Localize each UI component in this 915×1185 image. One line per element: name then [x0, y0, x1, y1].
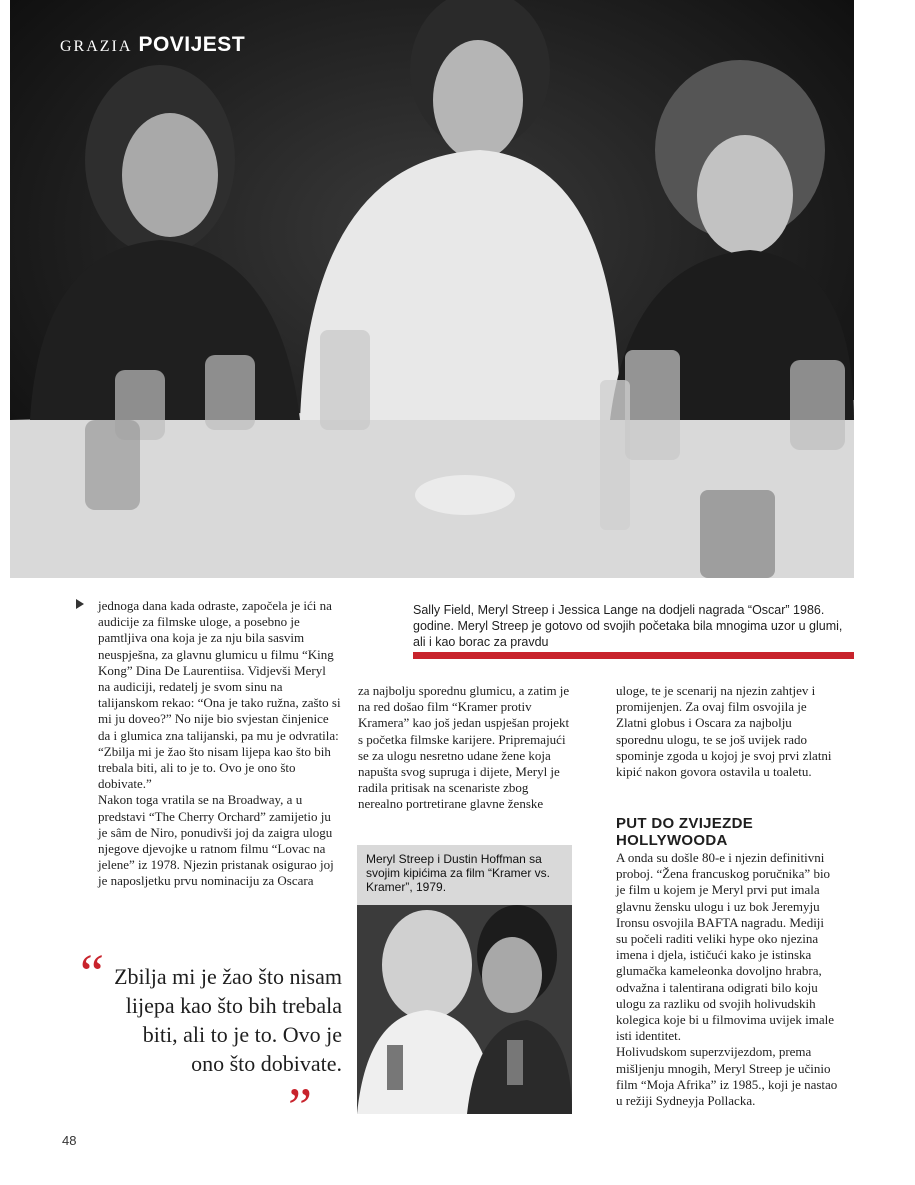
open-quote-mark: “: [80, 943, 104, 1003]
article-column-3: [616, 683, 838, 780]
paragraph: Holivudskom superzvijezdom, prema mišljenju mnogih, Meryl Streep je učinio film “Moja Afrika” iz 1985., koji je nastao u režiji Sydneyja Pollacka.: [616, 1044, 838, 1109]
brand-logo: GRAZIA: [60, 38, 133, 55]
paragraph: Nakon toga vratila se na Broadway, a u predstavi “The Cherry Orchard” zamijetio ju je sâm de Niro, ponudivši joj da zaigra ulogu njegove djevojke u ratnom filmu “Lovac na jelene” iz 1978. Njezin pristanak osigurao joj je naposljetku prvu nominaciju za Oscara: [98, 792, 334, 889]
close-quote-mark: ”: [288, 1077, 312, 1137]
paragraph: za najbolju sporednu glumicu, a zatim je na red došao film “Kramer protiv Kramera” kao još jedan uspješan projekt s početka filmske karijere. Pripremajući se za ulogu nesretno udane žene koja napušta svog supruga i dijete, Meryl je radila pritisak na scenariste zbog nerealno portretirane glavne ženske: [358, 683, 570, 812]
paragraph: A onda su došle 80-e i njezin definitivni proboj. “Žena francuskog poručnika” bio je film u kojem je Meryl prvi put imala glavnu žensku ulogu i uz bok Jeremyju Ironsu osvojila BAFTA nagradu. Mediji su počeli raditi veliki hype oko njezina imena i djela, ističući kako je istinska glumačka kameleonka dovoljno hrabra, odvažna i talentirana odigrati bilo koju ulogu za razliku od svojih holivudskih kolegica koje bi u filmovima uvijek imale isti identitet.: [616, 850, 835, 1044]
section-subheading: PUT DO ZVIJEZDE HOLLYWOODA: [616, 815, 754, 849]
article-column-3-continued: [616, 850, 838, 1109]
magazine-header: [60, 33, 245, 59]
paragraph: uloge, te je scenarij na njezin zahtjev i promijenjen. Za ovaj film osvojila je Zlatni globus i Oscara za najbolju sporednu ulogu, te se još uvijek rado spominje zgoda u kojoj je svoj prvi zlatni kipić nakon govora ostavila u toaletu.: [616, 683, 832, 780]
article-column-1: [98, 598, 341, 890]
caption-divider: [413, 652, 854, 659]
main-photo-caption: Sally Field, Meryl Streep i Jessica Lange na dodjeli nagrada “Oscar” 1986. godine. Meryl Streep je gotovo od svojih početaka bila mnogima uzor u glumi, ali i kao borac za pravdu: [413, 603, 843, 649]
arrow-icon: [76, 599, 84, 609]
section-title: POVIJEST: [138, 33, 246, 56]
main-photo-illustration: [10, 0, 854, 578]
paragraph: jednoga dana kada odraste, započela je ići na audicije za filmske uloge, a posebno je pamtljiva ona koja je za nju bila sasvim neuspješna, za glavnu glumicu u filmu “King Kong” Dina De Laurentiisa. Vidjevši Meryl na audiciji, redatelj je svom sinu na talijanskom rekao: “Ona je tako ružna, zašto si mi ju doveo?” No nije bio svjestan činjenice da i glumica zna talijanski, pa mu je odvratila: “Zbilja mi je žao što nisam lijepa kao što bih trebala biti, ali to je to. Ovo je ono što dobivate.”: [98, 598, 341, 792]
article-column-2: [358, 683, 573, 813]
page-number: 48: [62, 1133, 77, 1148]
secondary-photo-caption: Meryl Streep i Dustin Hoffman sa svojim kipićima za film “Kramer vs. Kramer”, 1979.: [366, 852, 551, 894]
main-photo: [10, 0, 854, 578]
pull-quote: Zbilja mi je žao što nisam lijepa kao što bih trebala biti, ali to je to. Ovo je ono što dobivate.: [114, 964, 342, 1076]
